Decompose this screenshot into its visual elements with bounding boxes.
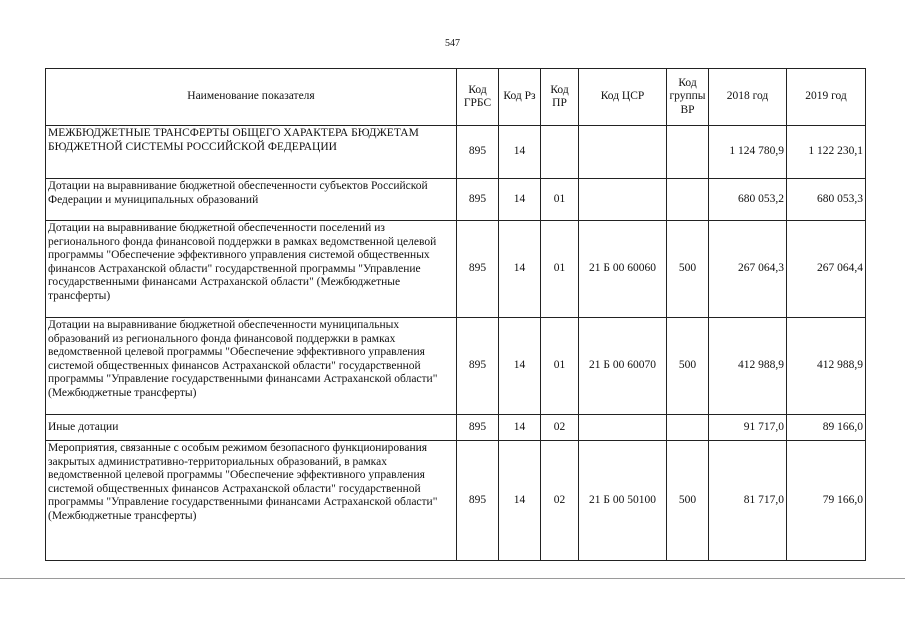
row-value-2018: 81 717,0 bbox=[709, 441, 787, 561]
row-rz: 14 bbox=[499, 126, 541, 179]
row-pr: 01 bbox=[541, 318, 579, 415]
row-rz: 14 bbox=[499, 415, 541, 441]
header-pr-code: Код ПР bbox=[541, 69, 579, 126]
table-row bbox=[46, 415, 866, 441]
row-csr bbox=[579, 179, 667, 221]
page-bottom-divider bbox=[0, 578, 905, 579]
row-value-2019: 1 122 230,1 bbox=[787, 126, 866, 179]
row-name: Дотации на выравнивание бюджетной обеспеченности субъектов Российской Федерации и муниципальных образований bbox=[46, 179, 457, 221]
row-value-2018: 267 064,3 bbox=[709, 221, 787, 318]
header-year-2018: 2018 год bbox=[709, 69, 787, 126]
row-value-2019: 680 053,3 bbox=[787, 179, 866, 221]
row-pr: 02 bbox=[541, 441, 579, 561]
row-grbs: 895 bbox=[457, 221, 499, 318]
row-vr bbox=[667, 179, 709, 221]
table-header-row bbox=[46, 69, 866, 126]
row-csr bbox=[579, 126, 667, 179]
table-row bbox=[46, 221, 866, 318]
table-row bbox=[46, 441, 866, 561]
row-vr bbox=[667, 415, 709, 441]
row-pr: 02 bbox=[541, 415, 579, 441]
table-row bbox=[46, 318, 866, 415]
page-number: 547 bbox=[445, 38, 460, 49]
row-value-2019: 412 988,9 bbox=[787, 318, 866, 415]
budget-table bbox=[45, 68, 866, 561]
header-rz-code: Код Рз bbox=[499, 69, 541, 126]
header-grbs-code: Код ГРБС bbox=[457, 69, 499, 126]
row-value-2018: 680 053,2 bbox=[709, 179, 787, 221]
row-name: Иные дотации bbox=[46, 415, 457, 441]
row-grbs: 895 bbox=[457, 441, 499, 561]
row-rz: 14 bbox=[499, 221, 541, 318]
row-value-2019: 267 064,4 bbox=[787, 221, 866, 318]
row-grbs: 895 bbox=[457, 415, 499, 441]
row-grbs: 895 bbox=[457, 179, 499, 221]
row-vr: 500 bbox=[667, 221, 709, 318]
header-csr-code: Код ЦСР bbox=[579, 69, 667, 126]
row-pr: 01 bbox=[541, 221, 579, 318]
row-csr bbox=[579, 415, 667, 441]
row-value-2019: 79 166,0 bbox=[787, 441, 866, 561]
row-csr: 21 Б 00 60060 bbox=[579, 221, 667, 318]
header-year-2019: 2019 год bbox=[787, 69, 866, 126]
row-pr bbox=[541, 126, 579, 179]
row-grbs: 895 bbox=[457, 126, 499, 179]
row-pr: 01 bbox=[541, 179, 579, 221]
row-value-2018: 1 124 780,9 bbox=[709, 126, 787, 179]
row-vr bbox=[667, 126, 709, 179]
header-indicator-name: Наименование показателя bbox=[46, 69, 457, 126]
row-rz: 14 bbox=[499, 441, 541, 561]
row-csr: 21 Б 00 50100 bbox=[579, 441, 667, 561]
row-name: Дотации на выравнивание бюджетной обеспеченности поселений из регионального фонда финансовой поддержки в рамках ведомственной целевой программы "Обеспечение эффективного управления системой общественных финансов Астраханской области" государственной программы "Управление государственными финансами Астраханской области" (Межбюджетные трансферты) bbox=[46, 221, 457, 318]
row-value-2018: 91 717,0 bbox=[709, 415, 787, 441]
row-name: МЕЖБЮДЖЕТНЫЕ ТРАНСФЕРТЫ ОБЩЕГО ХАРАКТЕРА БЮДЖЕТАМ БЮДЖЕТНОЙ СИСТЕМЫ РОССИЙСКОЙ ФЕДЕРАЦИИ bbox=[46, 126, 457, 179]
row-grbs: 895 bbox=[457, 318, 499, 415]
row-csr: 21 Б 00 60070 bbox=[579, 318, 667, 415]
row-vr: 500 bbox=[667, 318, 709, 415]
table-row bbox=[46, 179, 866, 221]
row-vr: 500 bbox=[667, 441, 709, 561]
row-rz: 14 bbox=[499, 179, 541, 221]
row-rz: 14 bbox=[499, 318, 541, 415]
header-vr-group-code: Код группы ВР bbox=[667, 69, 709, 126]
row-value-2019: 89 166,0 bbox=[787, 415, 866, 441]
row-name: Мероприятия, связанные с особым режимом безопасного функционирования закрытых административно-территориальных образований, в рамках ведомственной целевой программы "Обеспечение эффективного управления системой общественных финансов Астраханской области" государственной программы "Управление государственными финансами Астраханской области" (Межбюджетные трансферты) bbox=[46, 441, 457, 561]
table-row bbox=[46, 126, 866, 179]
row-name: Дотации на выравнивание бюджетной обеспеченности муниципальных образований из регионального фонда финансовой поддержки в рамках ведомственной целевой программы "Обеспечение эффективного управления системой общественных финансов Астраханской области" государственной программы "Управление государственными финансами Астраханской области" (Межбюджетные трансферты) bbox=[46, 318, 457, 415]
row-value-2018: 412 988,9 bbox=[709, 318, 787, 415]
